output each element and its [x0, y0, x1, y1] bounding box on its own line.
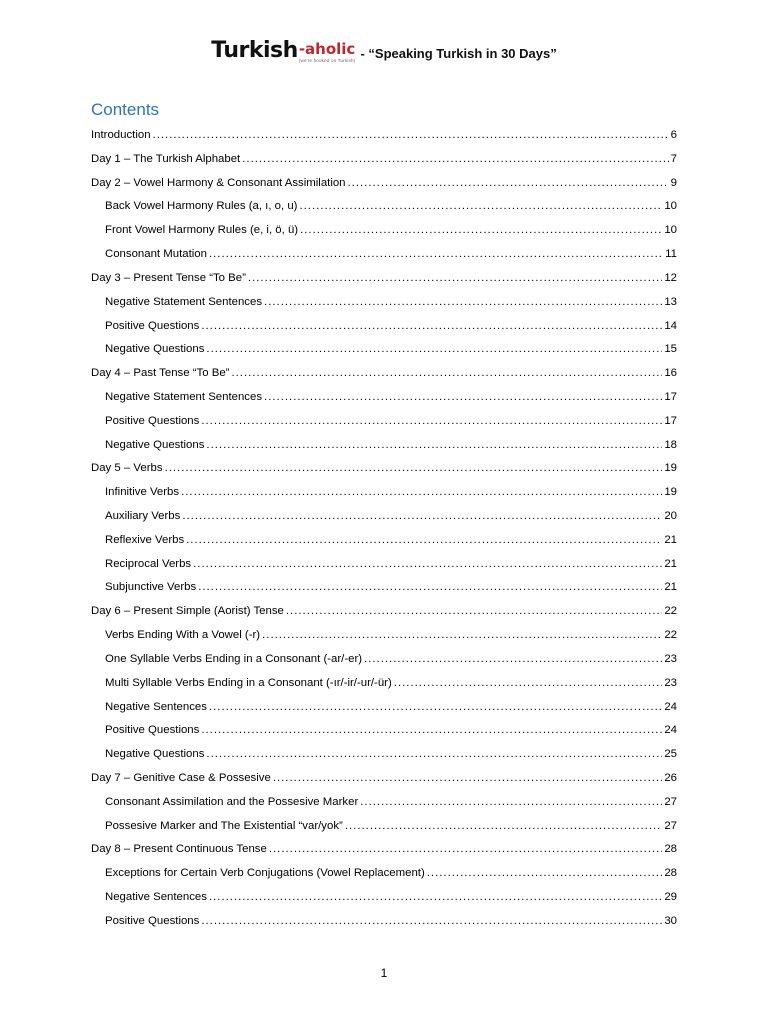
toc-entry-page: 23 — [664, 676, 677, 689]
toc-entry[interactable] — [91, 649, 677, 673]
toc-entry-page: 14 — [664, 319, 677, 332]
toc-entry-title: Consonant Assimilation and the Possesive Marker — [105, 795, 359, 808]
toc-entry-title: Day 4 – Past Tense “To Be” — [91, 367, 230, 380]
toc-entry-page: 22 — [664, 605, 677, 618]
toc-entry-title: Day 8 – Present Continuous Tense — [91, 843, 267, 856]
toc-entry[interactable] — [91, 482, 677, 506]
toc-entry-title: Negative Statement Sentences — [105, 295, 263, 308]
toc-entry-page: 17 — [664, 414, 677, 427]
toc-dot-leader — [345, 816, 663, 836]
toc-entry-title: Day 6 – Present Simple (Aorist) Tense — [91, 605, 284, 618]
toc-entry[interactable] — [91, 554, 677, 578]
toc-dot-leader — [193, 554, 662, 574]
toc-entry-page: 13 — [664, 295, 677, 308]
page-header — [0, 38, 768, 64]
toc-dot-leader — [182, 506, 662, 526]
toc-entry-title: Day 2 – Vowel Harmony & Consonant Assimilation — [91, 176, 346, 189]
toc-dot-leader — [181, 482, 662, 502]
toc-entry-page: 24 — [664, 724, 677, 737]
toc-dot-leader — [209, 887, 662, 907]
toc-entry-title: Reflexive Verbs — [105, 533, 185, 546]
toc-entry-page: 6 — [670, 129, 677, 141]
toc-entry[interactable] — [91, 768, 677, 792]
toc-entry-title: Positive Questions — [105, 414, 200, 427]
toc-entry-title: Consonant Mutation — [105, 248, 207, 261]
toc-entry-page: 17 — [664, 390, 677, 403]
toc-entry[interactable] — [91, 887, 677, 911]
toc-entry-page: 16 — [664, 367, 677, 380]
toc-entry-page: 12 — [664, 271, 677, 284]
toc-entry-title: Front Vowel Harmony Rules (e, i, ö, ü) — [105, 224, 299, 237]
toc-entry[interactable] — [91, 601, 677, 625]
toc-dot-leader — [201, 316, 662, 336]
toc-entry-title: Verbs Ending With a Vowel (-r) — [105, 629, 261, 642]
toc-entry-title: Auxiliary Verbs — [105, 510, 181, 522]
toc-dot-leader — [269, 839, 663, 859]
toc-entry[interactable] — [91, 387, 677, 411]
toc-dot-leader — [201, 411, 662, 431]
toc-entry-page: 25 — [664, 748, 677, 761]
toc-entry-page: 27 — [664, 795, 677, 808]
toc-entry-page: 30 — [664, 914, 677, 927]
toc-entry[interactable] — [91, 625, 677, 649]
toc-entry-page: 21 — [664, 533, 677, 546]
toc-entry[interactable] — [91, 720, 677, 744]
toc-dot-leader — [165, 458, 663, 478]
toc-entry-title: Positive Questions — [105, 319, 200, 332]
toc-entry-title: Day 1 – The Turkish Alphabet — [91, 152, 241, 165]
toc-entry[interactable] — [91, 149, 677, 173]
toc-entry-page: 9 — [670, 176, 677, 189]
toc-entry[interactable] — [91, 839, 677, 863]
toc-entry-title: Negative Questions — [105, 343, 205, 356]
toc-entry-page: 28 — [664, 843, 677, 856]
toc-entry[interactable] — [91, 697, 677, 721]
toc-entry-page: 26 — [664, 771, 677, 784]
toc-dot-leader — [209, 697, 662, 717]
toc-dot-leader — [300, 220, 662, 240]
toc-entry-page: 23 — [664, 652, 677, 665]
toc-dot-leader — [206, 339, 662, 359]
toc-entry-title: Positive Questions — [105, 724, 200, 737]
toc-dot-leader — [242, 149, 668, 169]
toc-entry-title: Negative Sentences — [105, 891, 207, 903]
brand-suffix: -aholic — [298, 40, 356, 58]
toc-entry-page: 20 — [664, 510, 677, 522]
toc-entry-title: Subjunctive Verbs — [105, 581, 197, 594]
toc-entry[interactable] — [91, 577, 677, 601]
toc-entry-title: Introduction — [91, 129, 151, 141]
toc-entry-title: Negative Sentences — [105, 700, 207, 713]
toc-entry[interactable] — [91, 744, 677, 768]
toc-dot-leader — [198, 577, 662, 597]
toc-dot-leader — [186, 530, 662, 550]
toc-entry-title: Positive Questions — [105, 914, 200, 927]
brand-name: Turkish — [211, 38, 298, 63]
toc-dot-leader — [364, 649, 662, 669]
toc-entry-title: Multi Syllable Verbs Ending in a Consonant (-ır/-ir/-ur/-ür) — [105, 676, 392, 689]
table-of-contents — [91, 125, 677, 935]
toc-entry-title: Possesive Marker and The Existential “var/yok” — [105, 819, 343, 832]
toc-entry[interactable] — [91, 435, 677, 459]
toc-dot-leader — [273, 768, 663, 788]
toc-entry-page: 7 — [670, 152, 677, 165]
toc-dot-leader — [348, 173, 669, 193]
toc-dot-leader — [427, 863, 663, 883]
toc-dot-leader — [248, 268, 662, 288]
toc-entry-title: Negative Statement Sentences — [105, 390, 263, 403]
toc-entry-title: Negative Questions — [105, 748, 205, 761]
toc-entry-title: Reciprocal Verbs — [105, 557, 192, 570]
toc-entry-title: Day 3 – Present Tense “To Be” — [91, 271, 246, 284]
toc-entry-page: 28 — [664, 867, 677, 880]
toc-entry-page: 29 — [664, 891, 677, 903]
toc-entry[interactable] — [91, 268, 677, 292]
page-number: 1 — [380, 966, 388, 980]
toc-entry-page: 27 — [664, 819, 677, 832]
toc-dot-leader — [206, 435, 662, 455]
header-tagline: - “Speaking Turkish in 30 Days” — [360, 46, 557, 61]
toc-entry[interactable] — [91, 411, 677, 435]
toc-dot-leader — [206, 744, 662, 764]
toc-entry-title: Day 7 – Genitive Case & Possesive — [91, 771, 271, 784]
toc-entry-page: 19 — [664, 486, 677, 499]
toc-entry[interactable] — [91, 363, 677, 387]
toc-entry[interactable] — [91, 125, 677, 149]
brand-tagline: (we're hooked on Turkish) — [298, 58, 356, 63]
toc-dot-leader — [360, 792, 662, 812]
toc-entry[interactable] — [91, 339, 677, 363]
toc-dot-leader — [201, 720, 662, 740]
toc-entry-title: Negative Questions — [105, 438, 205, 451]
toc-entry-title: Exceptions for Certain Verb Conjugations (Vowel Replacement) — [105, 867, 425, 880]
toc-dot-leader — [209, 244, 663, 264]
toc-dot-leader — [153, 125, 669, 145]
toc-entry[interactable] — [91, 244, 677, 268]
toc-entry-page: 21 — [664, 581, 677, 594]
toc-dot-leader — [201, 911, 662, 931]
toc-entry[interactable] — [91, 458, 677, 482]
toc-entry[interactable] — [91, 173, 677, 197]
toc-entry[interactable] — [91, 506, 677, 530]
toc-entry[interactable] — [91, 863, 677, 887]
toc-dot-leader — [394, 673, 663, 693]
toc-entry-page: 19 — [664, 462, 677, 475]
toc-entry-page: 10 — [664, 200, 677, 213]
toc-entry[interactable] — [91, 196, 677, 220]
toc-entry[interactable] — [91, 292, 677, 316]
contents-heading: Contents — [91, 100, 160, 119]
toc-entry-page: 11 — [665, 248, 677, 261]
toc-entry[interactable] — [91, 220, 677, 244]
toc-entry[interactable] — [91, 792, 677, 816]
toc-entry[interactable] — [91, 816, 677, 840]
toc-entry[interactable] — [91, 316, 677, 340]
toc-entry-page: 15 — [664, 343, 677, 356]
toc-entry-page: 24 — [664, 700, 677, 713]
toc-entry-page: 10 — [664, 224, 677, 237]
toc-dot-leader — [264, 292, 662, 312]
toc-entry-title: Infinitive Verbs — [105, 486, 180, 499]
toc-dot-leader — [264, 387, 662, 407]
toc-entry[interactable] — [91, 673, 677, 697]
toc-entry-title: Back Vowel Harmony Rules (a, ı, o, u) — [105, 200, 298, 213]
toc-entry-page: 18 — [664, 438, 677, 451]
toc-entry-page: 22 — [664, 629, 677, 642]
toc-dot-leader — [231, 363, 662, 383]
toc-entry-title: Day 5 – Verbs — [91, 462, 163, 475]
toc-dot-leader — [262, 625, 662, 645]
toc-dot-leader — [286, 601, 662, 621]
toc-entry-page: 21 — [664, 557, 677, 570]
toc-entry[interactable] — [91, 911, 677, 935]
toc-entry-title: One Syllable Verbs Ending in a Consonant (-ar/-er) — [105, 652, 363, 665]
brand-logo — [211, 38, 355, 64]
toc-dot-leader — [299, 196, 662, 216]
toc-entry[interactable] — [91, 530, 677, 554]
